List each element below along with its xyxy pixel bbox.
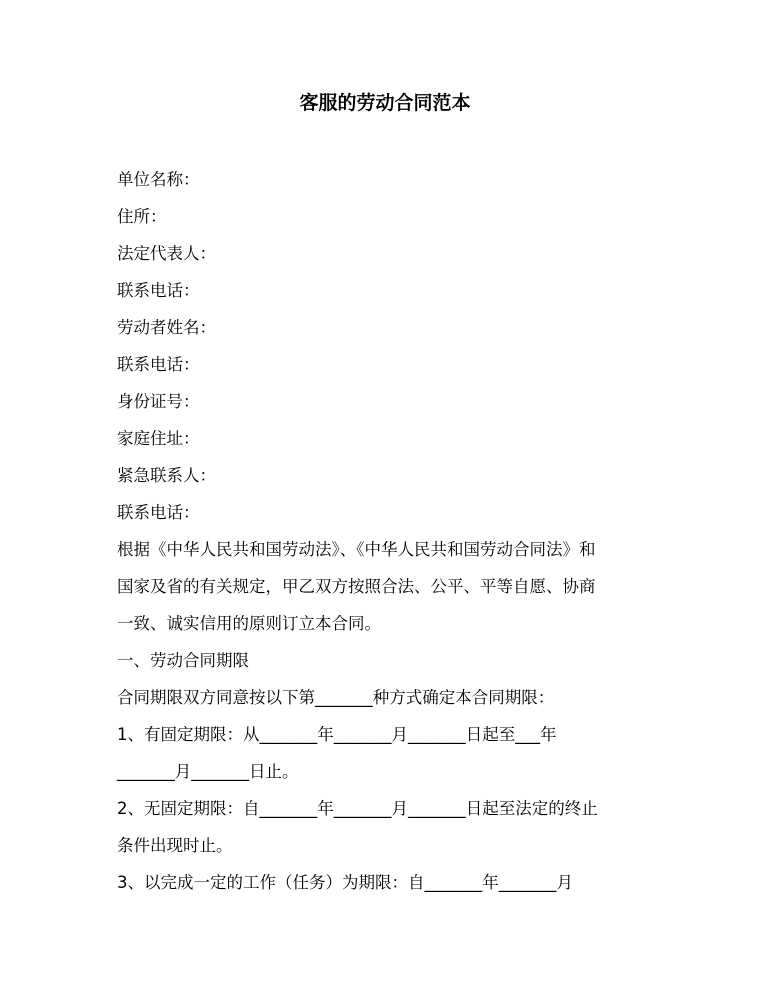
field-emergency-contact: 紧急联系人：: [117, 466, 216, 485]
clause-line: 1、有固定期限：从_______年_______月_______日起至___年: [117, 725, 557, 744]
paragraph-line: 国家及省的有关规定，甲乙双方按照合法、公平、平等自愿、协商: [117, 577, 596, 596]
document-body: [117, 161, 657, 901]
field-company-phone: 联系电话：: [117, 281, 200, 300]
paragraph-line: 根据《中华人民共和国劳动法》、《中华人民共和国劳动合同法》和: [117, 540, 596, 559]
section-heading: 一、劳动合同期限: [117, 651, 249, 670]
paragraph-line: 一致、诚实信用的原则订立本合同。: [117, 614, 381, 633]
field-company-name: 单位名称：: [117, 170, 200, 189]
field-id-number: 身份证号：: [117, 392, 200, 411]
clause-line: 2、无固定期限：自_______年_______月_______日起至法定的终止: [117, 799, 598, 818]
clause-line: _______月_______日止。: [117, 762, 299, 781]
paragraph-line: 合同期限双方同意按以下第_______种方式确定本合同期限：: [117, 688, 555, 707]
field-emergency-phone: 联系电话：: [117, 503, 200, 522]
field-legal-representative: 法定代表人：: [117, 244, 216, 263]
field-worker-phone: 联系电话：: [117, 355, 200, 374]
clause-line: 条件出现时止。: [117, 836, 233, 855]
clause-line: 3、以完成一定的工作（任务）为期限：自_______年_______月: [117, 873, 573, 892]
field-worker-name: 劳动者姓名：: [117, 318, 216, 337]
field-address: 住所：: [117, 207, 167, 226]
field-home-address: 家庭住址：: [117, 429, 200, 448]
document-title: 客服的劳动合同范本: [299, 92, 471, 114]
